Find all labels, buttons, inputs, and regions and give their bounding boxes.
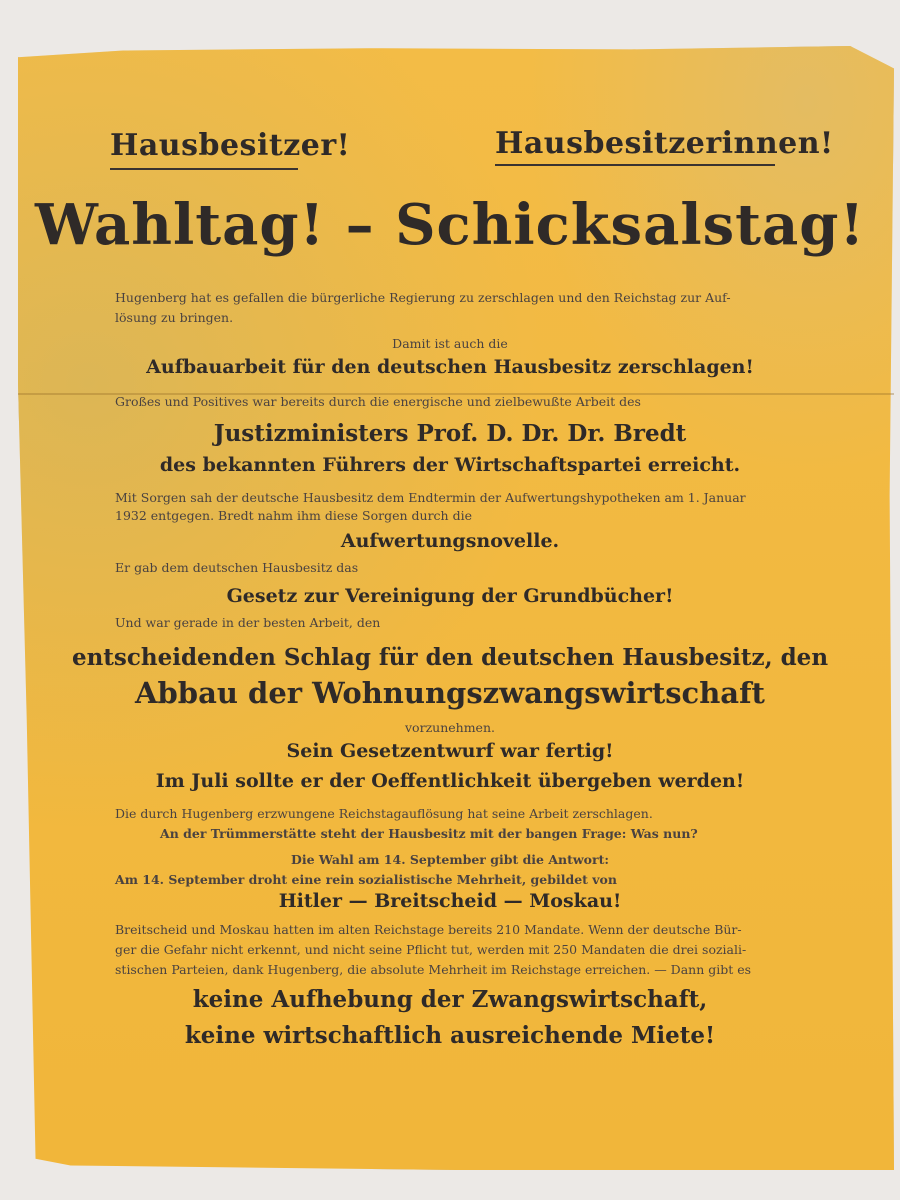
paragraph-11: Am 14. September droht eine rein sozialistische Mehrheit, gebildet von [115, 872, 617, 887]
heading-gesetzentwurf: Sein Gesetzentwurf war fertig! [286, 740, 614, 762]
paragraph-6: Und war gerade in der besten Arbeit, den [115, 615, 381, 630]
paragraph-3: Großes und Positives war bereits durch die energische und zielbewußte Arbeit des [115, 394, 641, 409]
paragraph-10: Die Wahl am 14. September gibt die Antwort: [291, 852, 609, 867]
heading-justizminister: Justizministers Prof. D. Dr. Dr. Bredt [213, 420, 687, 447]
heading-wohnungszwangswirtschaft: Abbau der Wohnungszwangswirtschaft [135, 676, 765, 710]
paragraph-2: Damit ist auch die [392, 336, 508, 351]
paragraph-9: An der Trümmerstätte steht der Hausbesitz mit der bangen Frage: Was nun? [160, 826, 698, 841]
paragraph-1-line-2: lösung zu bringen. [115, 310, 234, 325]
heading-miete: keine wirtschaftlich ausreichende Miete! [184, 1022, 716, 1049]
heading-wirtschaftspartei: des bekannten Führers der Wirtschaftspartei erreicht. [159, 454, 741, 476]
heading-hitler-breitscheid-moskau: Hitler — Breitscheid — Moskau! [278, 890, 622, 912]
heading-aufwertungsnovelle: Aufwertungsnovelle. [340, 530, 560, 552]
heading-entscheidender-schlag: entscheidenden Schlag für den deutschen Hausbesitz, den [71, 644, 829, 671]
paragraph-5: Er gab dem deutschen Hausbesitz das [115, 560, 359, 575]
paragraph-12-line-3: stischen Parteien, dank Hugenberg, die absolute Mehrheit im Reichstage erreichen. — Dann gibt es [115, 962, 752, 977]
paragraph-12-line-1: Breitscheid und Moskau hatten im alten Reichstage bereits 210 Mandate. Wenn der deutsche Bür- [115, 922, 742, 937]
paragraph-8: Die durch Hugenberg erzwungene Reichstagauflösung hat seine Arbeit zerschlagen. [115, 806, 653, 821]
header-left-underline [110, 168, 298, 170]
heading-aufbauarbeit: Aufbauarbeit für den deutschen Hausbesitz zerschlagen! [146, 356, 754, 378]
paragraph-7: vorzunehmen. [405, 720, 495, 735]
heading-zwangswirtschaft: keine Aufhebung der Zwangswirtschaft, [192, 986, 708, 1013]
paragraph-4-line-2: 1932 entgegen. Bredt nahm ihm diese Sorgen durch die [115, 508, 472, 523]
paragraph-12-line-2: ger die Gefahr nicht erkennt, und nicht seine Pflicht tut, werden mit 250 Mandaten die drei soziali- [115, 942, 747, 957]
header-left: Hausbesitzer! [110, 128, 351, 163]
header-right-underline [495, 164, 775, 166]
heading-juli: Im Juli sollte er der Oeffentlichkeit übergeben werden! [155, 770, 745, 792]
paragraph-1-line-1: Hugenberg hat es gefallen die bürgerliche Regierung zu zerschlagen und den Reichstag zur Auf- [115, 290, 731, 305]
header-right: Hausbesitzerinnen! [495, 126, 834, 161]
heading-grundbuecher: Gesetz zur Vereinigung der Grundbücher! [226, 585, 674, 607]
poster-title: Wahltag! – Schicksalstag! [34, 192, 866, 258]
paragraph-4-line-1: Mit Sorgen sah der deutsche Hausbesitz dem Endtermin der Aufwertungshypotheken am 1. Januar [115, 490, 746, 505]
